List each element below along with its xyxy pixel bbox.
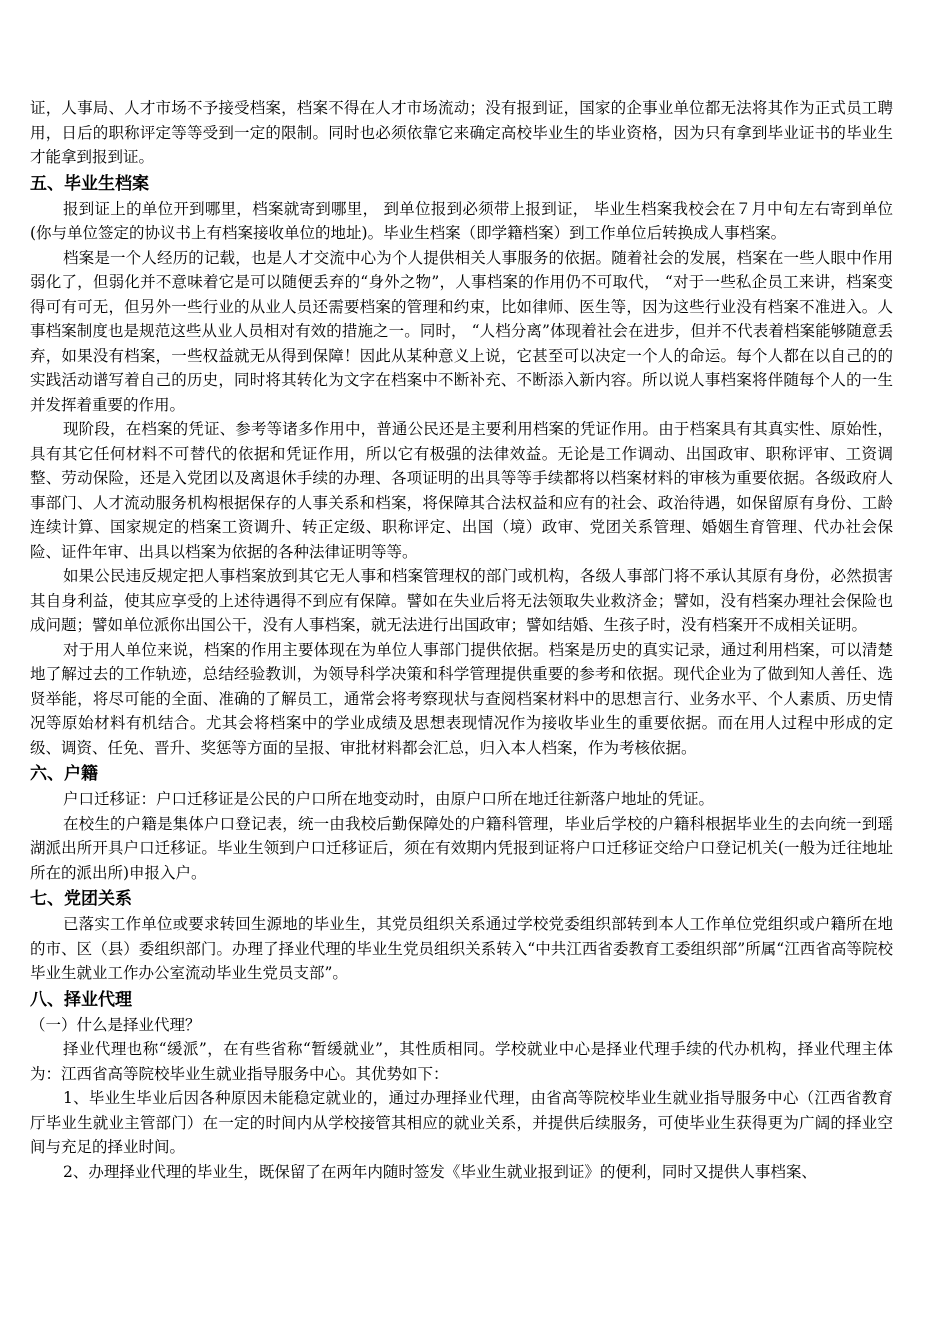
paragraph: 择业代理也称“缓派”，在有些省称“暂缓就业”，其性质相同。学校就业中心是择业代理手续的代办机构，择业代理主体为：江西省高等院校毕业生就业指导服务中心。其优势如下：: [30, 1040, 893, 1083]
paragraph: （一）什么是择业代理？: [30, 1015, 201, 1034]
paragraph: 现阶段，在档案的凭证、参考等诸多作用中，普通公民还是主要利用档案的凭证作用。由于档案具有其真实性、原始性，具有其它任何材料不可替代的依据和凭证作用，所以它有极强的法律效益。无论是工作调动、出国政审、职称评审、工资调整、劳动保险，还是入党团以及离退休手续的办理、各项证明的出具等等手续都将以档案材料的审核为重要依据。各级政府人事部门、人才流动服务机构根据保存的人事关系和档案，将保障其合法权益和应有的社会、政治待遇，如保留原有身份、工龄连续计算、国家规定的档案工资调升、转正定级、职称评定、出国（境）政审、党团关系管理、婚姻生育管理、代办社会保险、证件年审、出具以档案为依据的各种法律证明等等。: [30, 420, 893, 561]
section-heading: 五、毕业生档案: [30, 173, 149, 194]
paragraph: 2、办理择业代理的毕业生，既保留了在两年内随时签发《毕业生就业报到证》的便利，同时又提供人事档案、: [63, 1162, 817, 1181]
paragraph: 对于用人单位来说，档案的作用主要体现在为单位人事部门提供依据。档案是历史的真实记录，通过利用档案，可以清楚地了解过去的工作轨迹，总结经验教训，为领导科学决策和科学管理提供重要的参考和依据。现代企业为了做到知人善任、选贤举能，将尽可能的全面、准确的了解员工，通常会将考察现状与查阅档案材料中的思想言行、业务水平、个人素质、历史情况等原始材料有机结合。尤其会将档案中的学业成绩及思想表现情况作为接收毕业生的重要依据。而在用人过程中形成的定级、调资、任免、晋升、奖惩等方面的呈报、审批材料都会汇总，归入本人档案，作为考核依据。: [30, 640, 893, 757]
section-heading: 七、党团关系: [30, 889, 132, 909]
paragraph: 1、毕业生毕业后因各种原因未能稳定就业的，通过办理择业代理，由省高等院校毕业生就业指导服务中心（江西省教育厅毕业生就业主管部门）在一定的时间内从学校接管其相应的就业关系，并提供后续服务，可使毕业生获得更为广阔的择业空间与充足的择业时间。: [30, 1089, 893, 1156]
paragraph: 证，人事局、人才市场不予接受档案，档案不得在人才市场流动；没有报到证，国家的企事业单位都无法将其作为正式员工聘用，日后的职称评定等等受到一定的限制。同时也必须依靠它来确定高校毕业生的毕业资格，因为只有拿到毕业证书的毕业生才能拿到报到证。: [30, 99, 893, 166]
section-heading: 八、择业代理: [30, 989, 132, 1010]
paragraph: 如果公民违反规定把人事档案放到其它无人事和档案管理权的部门或机构，各级人事部门将不承认其原有身份，必然损害其自身利益，使其应享受的上述待遇得不到应有保障。譬如在失业后将无法领取失业救济金；譬如，没有档案办理社会保险也成问题；譬如单位派你出国公干，没有人事档案，就无法进行出国政审；譬如结婚、生孩子时，没有档案开不成相关证明。: [30, 567, 893, 634]
paragraph: 已落实工作单位或要求转回生源地的毕业生，其党员组织关系通过学校党委组织部转到本人工作单位党组织或户籍所在地的市、区（县）委组织部门。办理了择业代理的毕业生党员组织关系转入“中共江西省委教育工委组织部”所属“江西省高等院校毕业生就业工作办公室流动毕业生党员支部”。: [30, 915, 893, 982]
section-heading: 六、户籍: [30, 764, 98, 784]
paragraph: 档案是一个人经历的记载，也是人才交流中心为个人提供相关人事服务的依据。随着社会的发展，档案在一些人眼中作用弱化了，但弱化并不意味着它是可以随便丢弃的“身外之物”，人事档案的作用仍不可取代， “对于一些私企员工来讲，档案变得可有可无，但另外一些行业的从业人员还需要档案的管理和约束，比如律师、医生等，因为这些行业没有档案不准进入。人事档案制度也是规范这些从业人员相对有效的措施之一。同时， “人档分离”体现着社会在进步，但并不代表着档案能够随意丢弃，如果没有档案，一些权益就无从得到保障！因此从某种意义上说，它甚至可以决定一个人的命运。每个人都在以自己的的实践活动谱写着自己的历史，同时将其转化为文字在档案中不断补充、不断添入新内容。所以说人事档案将伴随每个人的一生并发挥着重要的作用。: [30, 248, 893, 414]
paragraph: 户口迁移证：户口迁移证是公民的户口所在地变动时，由原户口所在地迁往新落户地址的凭证。: [63, 790, 715, 808]
paragraph: 报到证上的单位开到哪里，档案就寄到哪里， 到单位报到必须带上报到证， 毕业生档案我校会在７月中旬左右寄到单位(你与单位签定的协议书上有档案接收单位的地址)。毕业生档案（即学籍档案）到工作单位后转换成人事档案。: [30, 199, 893, 242]
paragraph: 在校生的户籍是集体户口登记表，统一由我校后勤保障处的户籍科管理，毕业后学校的户籍科根据毕业生的去向统一到瑶湖派出所开具户口迁移证。毕业生领到户口迁移证后，须在有效期内凭报到证将户口迁移证交给户口登记机关(一般为迁往地址所在的派出所)申报入户。: [30, 814, 893, 882]
document-body: [30, 96, 893, 1184]
